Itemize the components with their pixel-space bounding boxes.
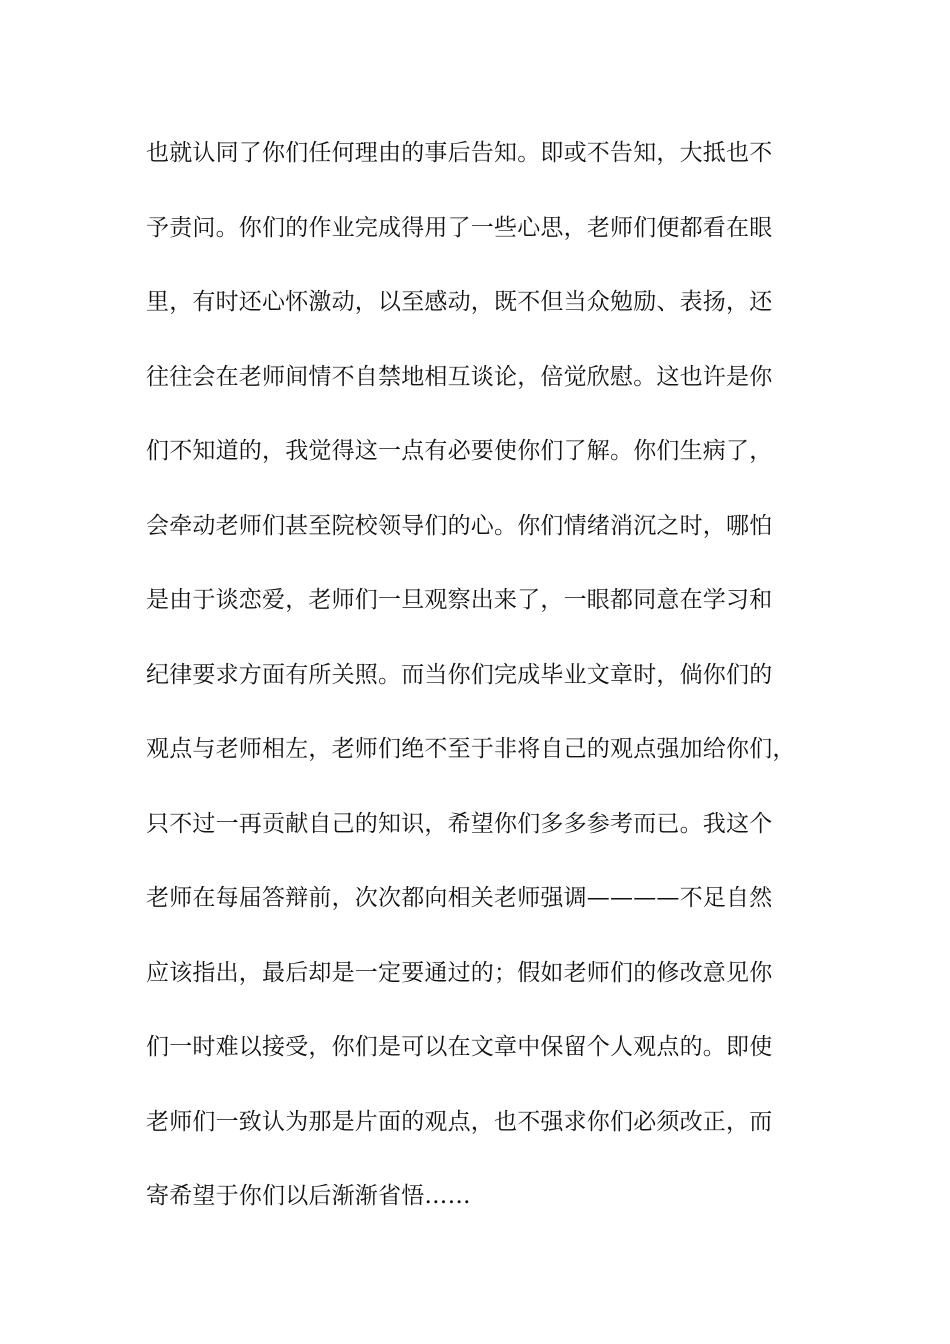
text-line-13: 们一时难以接受，你们是可以在文章中保留个人观点的。即使 bbox=[146, 1034, 773, 1060]
text-line-3: 里，有时还心怀激动，以至感动，既不但当众勉励、表扬，还 bbox=[146, 289, 773, 315]
text-line-8: 纪律要求方面有所关照。而当你们完成毕业文章时，倘你们的 bbox=[146, 661, 773, 688]
text-line-7: 是由于谈恋爱，老师们一旦观察出来了，一眼都同意在学习和 bbox=[146, 587, 773, 613]
text-line-9: 观点与老师相左，老师们绝不至于非将自己的观点强加给你们， bbox=[146, 736, 796, 762]
text-line-14: 老师们一致认为那是片面的观点，也不强求你们必须改正，而 bbox=[146, 1108, 773, 1135]
text-line-10: 只不过一再贡献自己的知识，希望你们多多参考而已。我这个 bbox=[146, 810, 773, 837]
text-line-12: 应该指出，最后却是一定要通过的；假如老师们的修改意见你 bbox=[146, 959, 773, 986]
text-line-6: 会牵动老师们甚至院校领导们的心。你们情绪消沉之时，哪怕 bbox=[146, 512, 773, 539]
text-line-5: 们不知道的，我觉得这一点有必要使你们了解。你们生病了， bbox=[146, 438, 773, 464]
body-text bbox=[146, 131, 846, 1249]
text-line-1: 也就认同了你们任何理由的事后告知。即或不告知，大抵也不 bbox=[146, 140, 773, 166]
text-line-15: 寄希望于你们以后渐渐省悟…… bbox=[146, 1183, 471, 1209]
text-line-4: 往往会在老师间情不自禁地相互谈论，倍觉欣慰。这也许是你 bbox=[146, 363, 773, 390]
text-line-11: 老师在每届答辩前，次次都向相关老师强调————不足自然 bbox=[146, 885, 773, 911]
text-line-2: 予责问。你们的作业完成得用了一些心思，老师们便都看在眼 bbox=[146, 214, 773, 241]
